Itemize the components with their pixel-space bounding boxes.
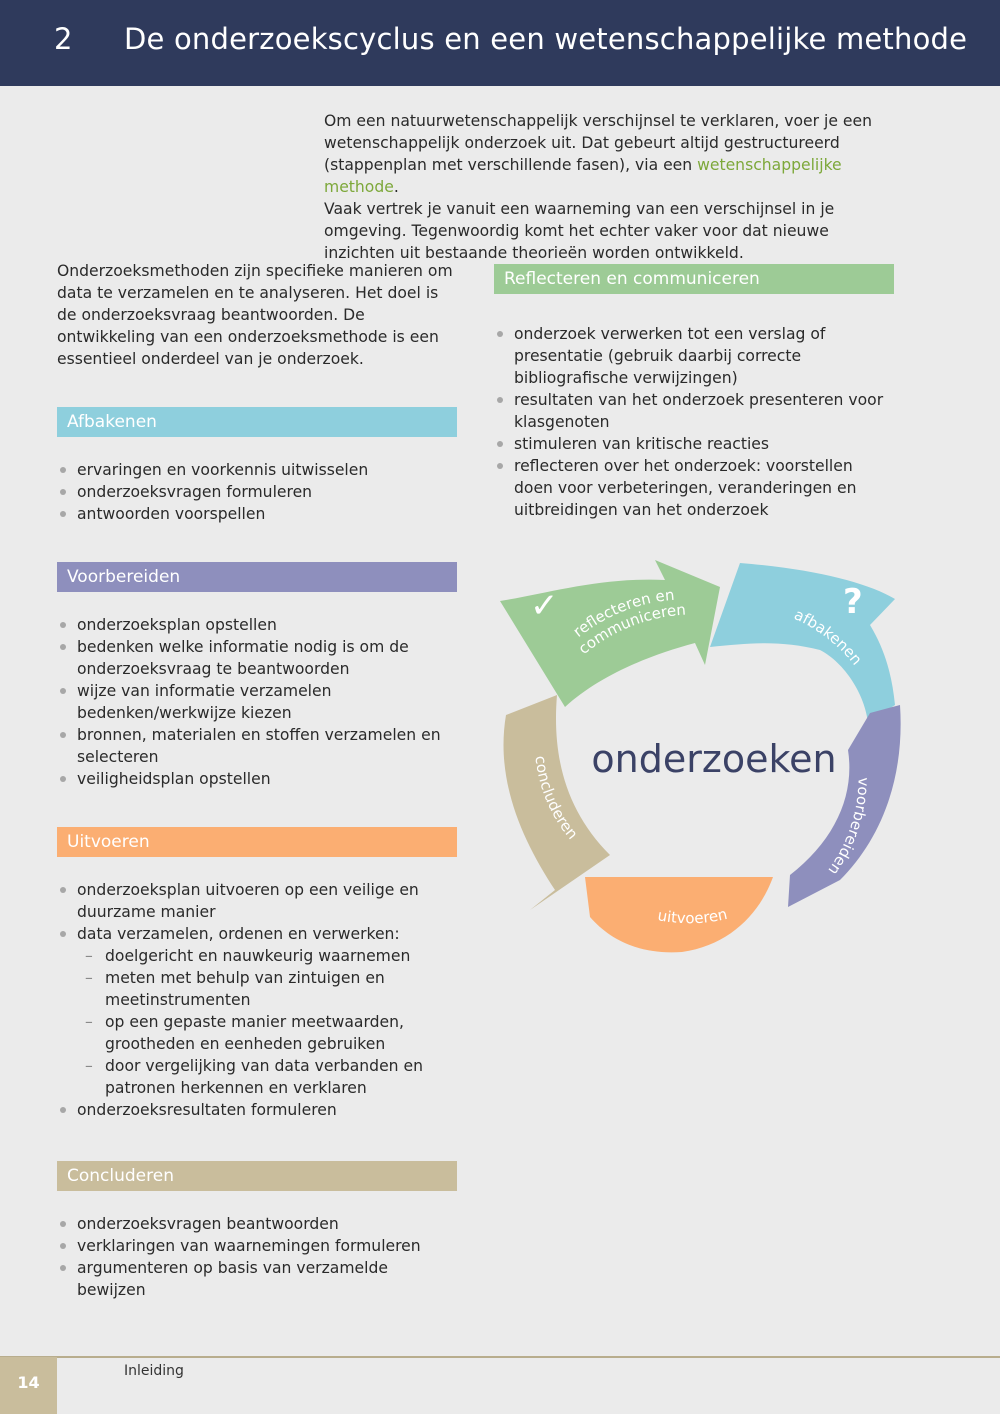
cycle-label-reflecteren-2: communiceren [574, 600, 687, 658]
chapter-number: 2 [54, 22, 73, 56]
cycle-label-voorbereiden: voorbereiden [824, 777, 873, 879]
list-item: resultaten van het onderzoek presenteren voor klasgenoten [494, 389, 894, 433]
sub-list-item: – meten met behulp van zintuigen en meetinstrumenten [77, 967, 457, 1011]
afbakenen-list [57, 459, 457, 525]
list-item: bronnen, materialen en stoffen verzamelen en selecteren [57, 724, 457, 768]
intro-paragraph [324, 110, 899, 264]
intro-text: Om een natuurwetenschappelijk verschijnsel te verklaren, voer je een wetenschappelijk onderzoek uit. Dat gebeurt altijd gestructureerd (stappenplan met verschillende fasen), via een [324, 112, 872, 174]
section-voorbereiden [57, 562, 457, 790]
intro-text-end: . [393, 178, 399, 196]
list-item: onderzoek verwerken tot een verslag of presentatie (gebruik daarbij correcte bibliografische verwijzingen) [494, 323, 894, 389]
cycle-segment-afbakenen [710, 563, 895, 723]
section-heading: Afbakenen [57, 407, 457, 437]
sub-list-item: – op een gepaste manier meetwaarden, grootheden en eenheden gebruiken [77, 1011, 457, 1055]
uitvoeren-list [57, 879, 457, 1121]
question-icon: ? [843, 582, 863, 622]
sub-list [77, 945, 457, 1099]
research-cycle-diagram [490, 555, 910, 965]
cycle-segment-voorbereiden [788, 705, 901, 907]
list-item: verklaringen van waarnemingen formuleren [57, 1235, 457, 1257]
cycle-label-uitvoeren: uitvoeren [656, 904, 729, 928]
reflecteren-list [494, 323, 894, 521]
cycle-label-concluderen: concluderen [531, 754, 582, 843]
list-item: ervaringen en voorkennis uitwisselen [57, 459, 457, 481]
list-item: argumenteren op basis van verzamelde bewijzen [57, 1257, 457, 1301]
list-item: onderzoeksvragen beantwoorden [57, 1213, 457, 1235]
list-item: onderzoeksplan opstellen [57, 614, 457, 636]
sub-list-item: – doelgericht en nauwkeurig waarnemen [77, 945, 457, 967]
voorbereiden-list [57, 614, 457, 790]
list-item: antwoorden voorspellen [57, 503, 457, 525]
cycle-label-reflecteren-1: reflecteren en [569, 585, 676, 641]
section-concluderen [57, 1161, 457, 1301]
section-reflecteren [494, 264, 894, 521]
concluderen-list [57, 1213, 457, 1301]
list-item: onderzoeksresultaten formuleren [57, 1099, 457, 1121]
method-term: wetenschappelijke methode [324, 156, 842, 196]
chapter-title: De onderzoekscyclus en een wetenschappelijke methode [124, 22, 968, 56]
chapter-header [0, 0, 1000, 86]
cycle-center-label: onderzoeken [591, 737, 837, 781]
list-item: reflecteren over het onderzoek: voorstellen doen voor verbeteringen, veranderingen en uitbreidingen van het onderzoek [494, 455, 894, 521]
list-item: wijze van informatie verzamelen bedenken/werkwijze kiezen [57, 680, 457, 724]
sub-list-item: – door vergelijking van data verbanden en patronen herkennen en verklaren [77, 1055, 457, 1099]
section-heading: Voorbereiden [57, 562, 457, 592]
section-heading: Uitvoeren [57, 827, 457, 857]
list-item [57, 923, 457, 1099]
list-item: onderzoeksvragen formuleren [57, 481, 457, 503]
list-item: bedenken welke informatie nodig is om de onderzoeksvraag te beantwoorden [57, 636, 457, 680]
footer-section-label: Inleiding [124, 1363, 184, 1379]
intro-text-2: Vaak vertrek je vanuit een waarneming van een verschijnsel in je omgeving. Tegenwoordig komt het echter vaker voor dat nieuwe inzichten uit bestaande theorieën worden ontwikkeld. [324, 200, 835, 262]
page-number: 14 [0, 1357, 57, 1414]
methods-paragraph: Onderzoeksmethoden zijn specifieke manieren om data te verzamelen en te analyseren. Het doel is de onderzoeksvraag beantwoorden. De ontwikkeling van een onderzoeksmethode is een essentieel onderdeel van je onderzoek. [57, 262, 453, 368]
list-item: stimuleren van kritische reacties [494, 433, 894, 455]
list-item-text: data verzamelen, ordenen en verwerken: [77, 925, 400, 943]
section-heading: Reflecteren en communiceren [494, 264, 894, 294]
section-afbakenen [57, 407, 457, 525]
section-uitvoeren [57, 827, 457, 1121]
list-item: veiligheidsplan opstellen [57, 768, 457, 790]
footer-divider [0, 1356, 1000, 1358]
list-item: onderzoeksplan uitvoeren op een veilige en duurzame manier [57, 879, 457, 923]
check-icon: ✓ [530, 586, 559, 626]
cycle-label-afbakenen: afbakenen [791, 605, 866, 669]
section-heading: Concluderen [57, 1161, 457, 1191]
